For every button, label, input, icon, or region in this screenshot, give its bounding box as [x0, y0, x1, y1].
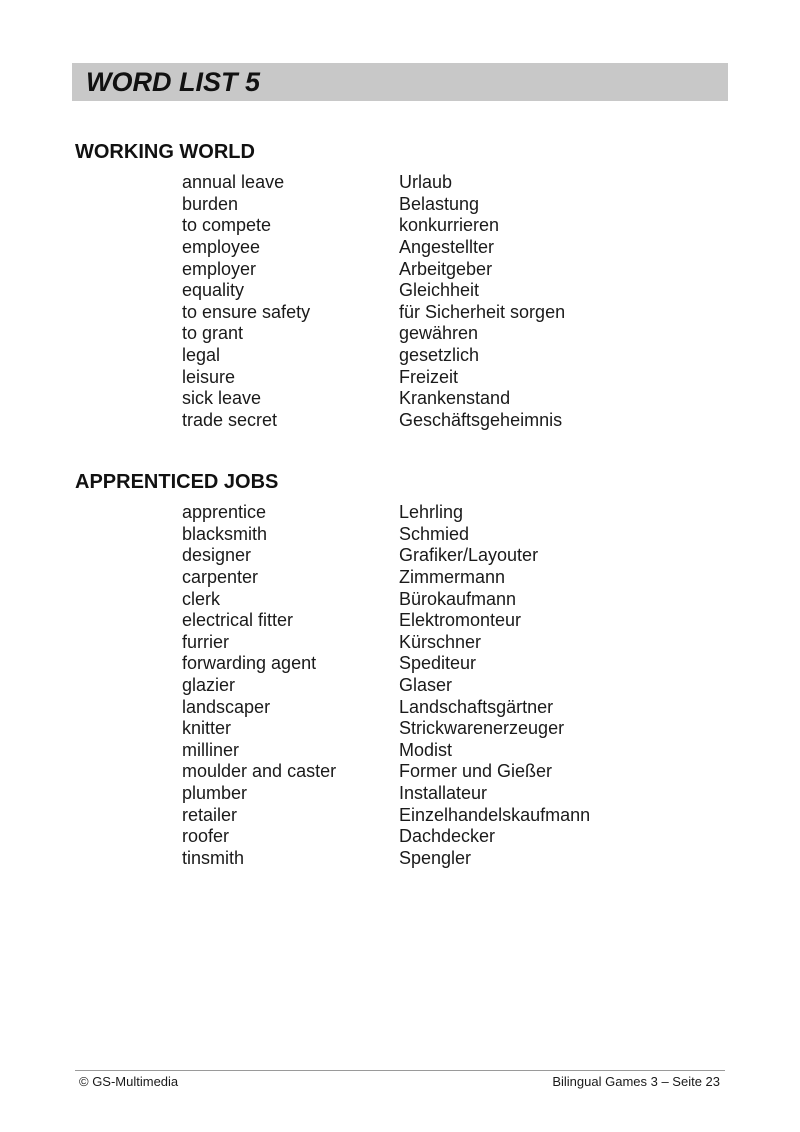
- word-row: [182, 410, 565, 432]
- title-bar: [72, 63, 728, 101]
- word-row: [182, 302, 565, 324]
- german-translation: Zimmermann: [399, 567, 506, 588]
- german-translation: gewähren: [399, 323, 479, 344]
- word-row: [182, 172, 565, 194]
- word-row: [182, 280, 565, 302]
- english-term: annual leave: [182, 172, 285, 193]
- word-row: [182, 653, 590, 675]
- word-list-working-world: [182, 172, 565, 431]
- english-term: to grant: [182, 323, 244, 344]
- german-translation: konkurrieren: [399, 215, 500, 236]
- english-term: tinsmith: [182, 847, 245, 868]
- english-term: leisure: [182, 366, 236, 387]
- footer-copyright: © GS-Multimedia: [79, 1074, 179, 1089]
- word-row: [182, 366, 565, 388]
- word-row: [182, 237, 565, 259]
- word-row: [182, 215, 565, 237]
- english-term: burden: [182, 193, 239, 214]
- english-term: electrical fitter: [182, 610, 294, 631]
- word-row: [182, 588, 590, 610]
- german-translation: Kürschner: [399, 631, 482, 652]
- german-translation: Urlaub: [399, 172, 453, 193]
- footer-divider: [75, 1070, 725, 1071]
- word-row: [182, 524, 590, 546]
- german-translation: Landschaftsgärtner: [399, 696, 554, 717]
- german-translation: Grafiker/Layouter: [399, 545, 539, 566]
- english-term: employer: [182, 258, 257, 279]
- word-list-apprenticed-jobs: [182, 502, 590, 869]
- english-term: to compete: [182, 215, 272, 236]
- german-translation: Elektromonteur: [399, 610, 522, 631]
- page-title: WORD LIST 5: [86, 67, 260, 97]
- german-translation: Geschäftsgeheimnis: [399, 409, 563, 430]
- english-term: furrier: [182, 631, 230, 652]
- english-term: roofer: [182, 826, 230, 847]
- word-row: [182, 740, 590, 762]
- german-translation: Freizeit: [399, 366, 459, 387]
- german-translation: Einzelhandelskaufmann: [399, 804, 591, 825]
- german-translation: Strickwarenerzeuger: [399, 718, 565, 739]
- english-term: designer: [182, 545, 252, 566]
- word-row: [182, 323, 565, 345]
- word-row: [182, 761, 590, 783]
- word-row: [182, 258, 565, 280]
- german-translation: Belastung: [399, 193, 480, 214]
- english-term: plumber: [182, 783, 248, 804]
- german-translation: Gleichheit: [399, 280, 480, 301]
- english-term: to ensure safety: [182, 301, 311, 322]
- german-translation: Arbeitgeber: [399, 258, 493, 279]
- footer-page-info: Bilingual Games 3 – Seite 23: [552, 1074, 720, 1089]
- english-term: legal: [182, 345, 221, 366]
- english-term: retailer: [182, 804, 238, 825]
- english-term: sick leave: [182, 388, 262, 409]
- section-heading-working-world: WORKING WORLD: [75, 141, 255, 163]
- german-translation: Spengler: [399, 847, 472, 868]
- english-term: glazier: [182, 675, 236, 696]
- word-row: [182, 718, 590, 740]
- english-term: carpenter: [182, 567, 259, 588]
- english-term: employee: [182, 237, 261, 258]
- word-row: [182, 675, 590, 697]
- english-term: clerk: [182, 588, 221, 609]
- word-row: [182, 783, 590, 805]
- english-term: apprentice: [182, 502, 267, 523]
- german-translation: Bürokaufmann: [399, 588, 517, 609]
- german-translation: Glaser: [399, 675, 453, 696]
- word-row: [182, 345, 565, 367]
- german-translation: Krankenstand: [399, 388, 511, 409]
- word-row: [182, 804, 590, 826]
- german-translation: Former und Gießer: [399, 761, 553, 782]
- german-translation: Dachdecker: [399, 826, 496, 847]
- english-term: trade secret: [182, 409, 278, 430]
- word-row: [182, 610, 590, 632]
- section-heading-apprenticed-jobs: APPRENTICED JOBS: [75, 471, 279, 493]
- word-row: [182, 545, 590, 567]
- german-translation: gesetzlich: [399, 345, 480, 366]
- german-translation: Angestellter: [399, 237, 495, 258]
- english-term: landscaper: [182, 696, 271, 717]
- german-translation: Modist: [399, 739, 453, 760]
- german-translation: Schmied: [399, 523, 470, 544]
- german-translation: Lehrling: [399, 502, 464, 523]
- english-term: blacksmith: [182, 523, 268, 544]
- word-row: [182, 632, 590, 654]
- english-term: forwarding agent: [182, 653, 317, 674]
- word-row: [182, 567, 590, 589]
- word-row: [182, 194, 565, 216]
- word-row: [182, 502, 590, 524]
- english-term: equality: [182, 280, 245, 301]
- german-translation: Spediteur: [399, 653, 477, 674]
- english-term: moulder and caster: [182, 761, 337, 782]
- english-term: knitter: [182, 718, 232, 739]
- word-row: [182, 388, 565, 410]
- english-term: milliner: [182, 739, 240, 760]
- word-row: [182, 696, 590, 718]
- german-translation: Installateur: [399, 783, 488, 804]
- german-translation: für Sicherheit sorgen: [399, 301, 566, 322]
- word-row: [182, 848, 590, 870]
- word-row: [182, 826, 590, 848]
